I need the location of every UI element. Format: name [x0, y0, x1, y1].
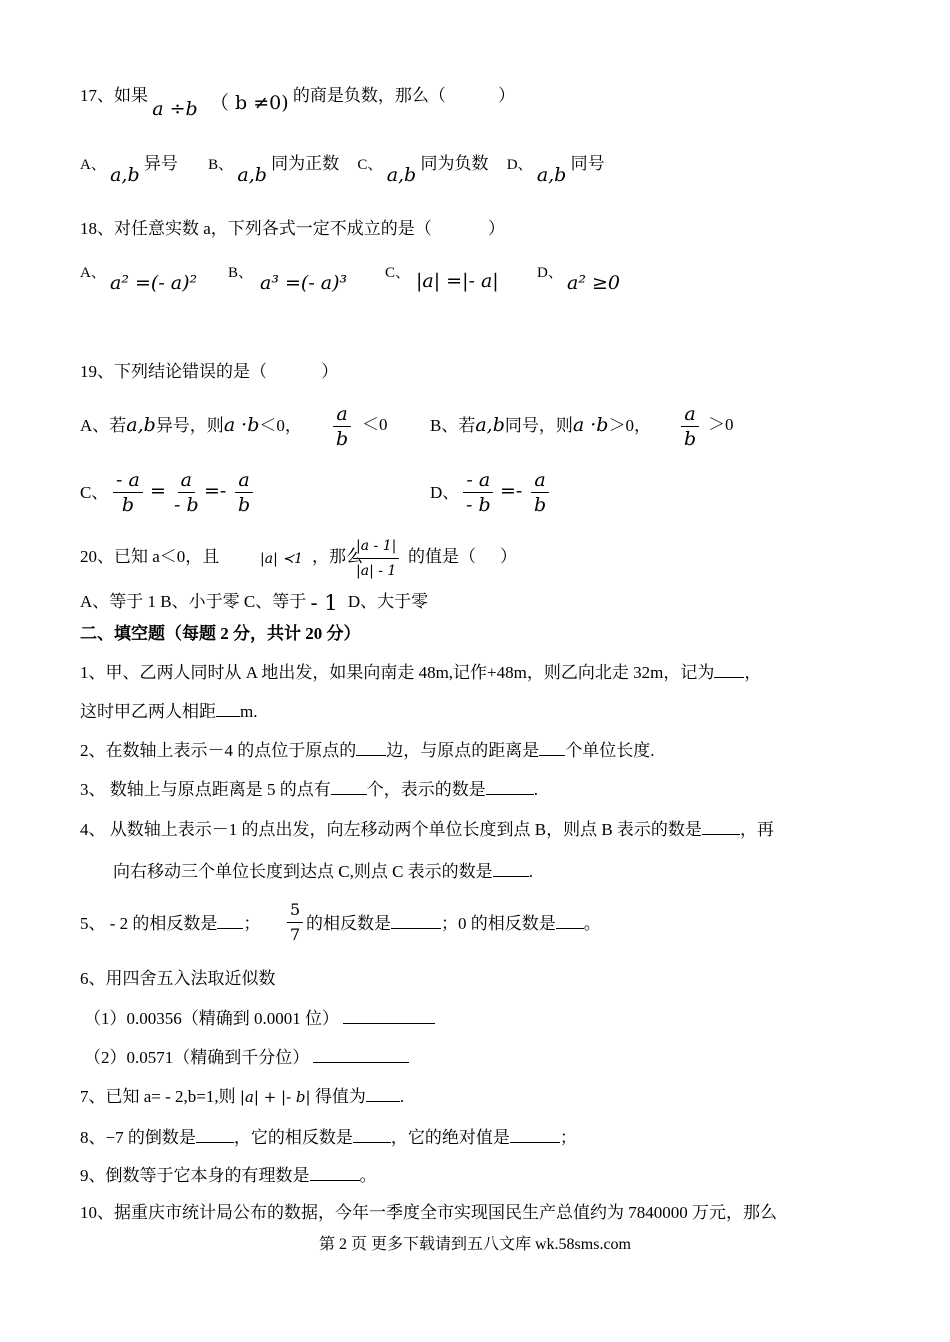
answer-blank[interactable]	[366, 1085, 400, 1102]
q19-b-fraction: $\frac{a}{b}$	[681, 402, 699, 451]
section-title: 二、填空题（每题 2 分，共计 20 分）	[80, 624, 361, 643]
q17-expression: a ÷b	[152, 98, 198, 120]
answer-blank[interactable]	[353, 1126, 391, 1143]
question-19: 19、下列结论错误的是（ ）	[80, 362, 339, 381]
fill-8: 8、−7 的倒数是 ，它的相反数是 ，它的绝对值是 ；	[80, 1128, 577, 1147]
answer-blank[interactable]	[556, 912, 584, 929]
fill-5-fraction: $\frac{5}{7}$	[287, 898, 303, 947]
fill-7: 7、已知 a= - 2,b=1,则 |a| + |- b| 得值为 .	[80, 1087, 405, 1106]
document-page: 17、如果 a ÷b （ b ≠0) 的商是负数，那么（ ） A、 a,b 异号 B、 a,b 同为正数 C、 a,b 同为负数 D、 a,b 同号 18、对任意实数 a，下列各式一定不成立的是（ ） A、 a² =(- a)² B、 a³ =(- a)³ C、 |a| =|- a| D、 a² ≥0 19、下列结论错误的是（ ） A、若a,b异号，则a ·b＜0， $\frac{a}{b}$ ＜0 B、若a,b同号，则a ·b＞0， $\frac{a}{b}$ ＞0 C、 $\frac{- a}{b}$ = $\frac{a}{- b}$ =- $\frac{a}{b}$ D、 $\frac{- a}{- b}$ =- $\frac{a}{b}$ 20、已知 a＜0，且 |a| ≺1 ，那么 $\frac{|a - 1|}{|a| - 1}$ 的值是（ ） A、等于 1 B、小于零 C、等于 - 1 D、大于零 二、填空题（每题 2 分，共计 20 分） 1、甲、乙两人同时从 A 地出发，如果向南走 48m,记作+48m，则乙向北走 32m，记为 ， 这时甲乙两人相距 m. 2、在数轴上表示－4 的点位于原点的 边，与原点的距离是 个单位长度. 3、 数轴上与原点距离是 5 的点有 个，表示的数是 . 4、 从数轴上表示－1 的点出发，向左移动两个单位长度到点 B，则点 B 表示的数是 ，再 向右移动三个单位长度到达点 C,则点 C 表示的数是 . 5、 - 2 的相反数是 ； $\frac{5}{7}$ 的相反数是 ；0 的相反数是 。 6、用四舍五入法取近似数 （1）0.00356（精确到 0.0001 位） （2）0.0571（精确到千分位） 7、已知 a= - 2,b=1,则 |a| + |- b| 得值为 . 8、−7 的倒数是 ，它的相反数是 ，它的绝对值是 ； 9、倒数等于它本身的有理数是 。 10、据重庆市统计局公布的数据，今年一季度全市实现国民生产总值约为 7840000 万元，那么 第 2 页 更多下载请到五八文库 wk.58sms.com	[0, 0, 950, 1342]
fill-6-part-1: （1）0.00356（精确到 0.0001 位）	[84, 1007, 435, 1030]
page-footer: 第 2 页 更多下载请到五八文库 wk.58sms.com	[318, 1236, 631, 1253]
answer-blank[interactable]	[486, 778, 534, 795]
q17-options: A、 a,b 异号 B、 a,b 同为正数 C、 a,b 同为负数 D、 a,b 同号	[80, 154, 605, 186]
answer-blank[interactable]	[539, 739, 565, 756]
answer-blank[interactable]	[356, 739, 386, 756]
fill-10: 10、据重庆市统计局公布的数据，今年一季度全市实现国民生产总值约为 7840000 万元，那么	[80, 1203, 777, 1222]
fill-6-part-2: （2）0.0571（精确到千分位）	[84, 1046, 409, 1069]
answer-blank[interactable]	[343, 1007, 435, 1024]
q19-a-fraction: $\frac{a}{b}$	[333, 402, 351, 451]
question-17: 17、如果 a ÷b （ b ≠0) 的商是负数，那么（ ）	[80, 86, 516, 120]
answer-blank[interactable]	[510, 1126, 560, 1143]
answer-blank[interactable]	[217, 912, 243, 929]
q19-c-fraction-1: $\frac{- a}{b}$	[113, 468, 143, 517]
q20-options: A、等于 1 B、小于零 C、等于 - 1 D、大于零	[80, 591, 429, 615]
answer-blank[interactable]	[216, 700, 240, 717]
q19-c-fraction-2: $\frac{a}{- b}$	[174, 469, 199, 516]
fill-1-line-1: 1、甲、乙两人同时从 A 地出发，如果向南走 48m,记作+48m，则乙向北走 32m，记为 ，	[80, 663, 762, 682]
answer-blank[interactable]	[313, 1046, 409, 1063]
answer-blank[interactable]	[196, 1126, 234, 1143]
q20-fraction: $\frac{|a - 1|}{|a| - 1}$	[353, 534, 399, 583]
q19-c-fraction-3: $\frac{a}{b}$	[235, 468, 253, 517]
answer-blank[interactable]	[310, 1164, 360, 1181]
answer-blank[interactable]	[714, 661, 744, 678]
question-18: 18、对任意实数 a，下列各式一定不成立的是（ ）	[80, 219, 506, 238]
fill-6-title: 6、用四舍五入法取近似数	[80, 969, 276, 988]
fill-9: 9、倒数等于它本身的有理数是 。	[80, 1166, 377, 1185]
q17-condition: （ b ≠0)	[209, 92, 289, 114]
q19-d-fraction-1: $\frac{- a}{- b}$	[463, 468, 494, 517]
answer-blank[interactable]	[493, 860, 529, 877]
fill-2: 2、在数轴上表示－4 的点位于原点的 边，与原点的距离是 个单位长度.	[80, 741, 655, 760]
answer-blank[interactable]	[391, 912, 441, 929]
fill-3: 3、 数轴上与原点距离是 5 的点有 个，表示的数是 .	[80, 780, 538, 799]
fill-1-line-2: 这时甲乙两人相距 m.	[80, 702, 258, 721]
fill-4-line-2: 向右移动三个单位长度到达点 C,则点 C 表示的数是 .	[113, 862, 533, 881]
fill-4-line-1: 4、 从数轴上表示－1 的点出发，向左移动两个单位长度到点 B，则点 B 表示的数是 ，再	[80, 820, 774, 839]
q19-d-fraction-2: $\frac{a}{b}$	[531, 468, 549, 517]
answer-blank[interactable]	[331, 778, 367, 795]
answer-blank[interactable]	[702, 818, 740, 835]
